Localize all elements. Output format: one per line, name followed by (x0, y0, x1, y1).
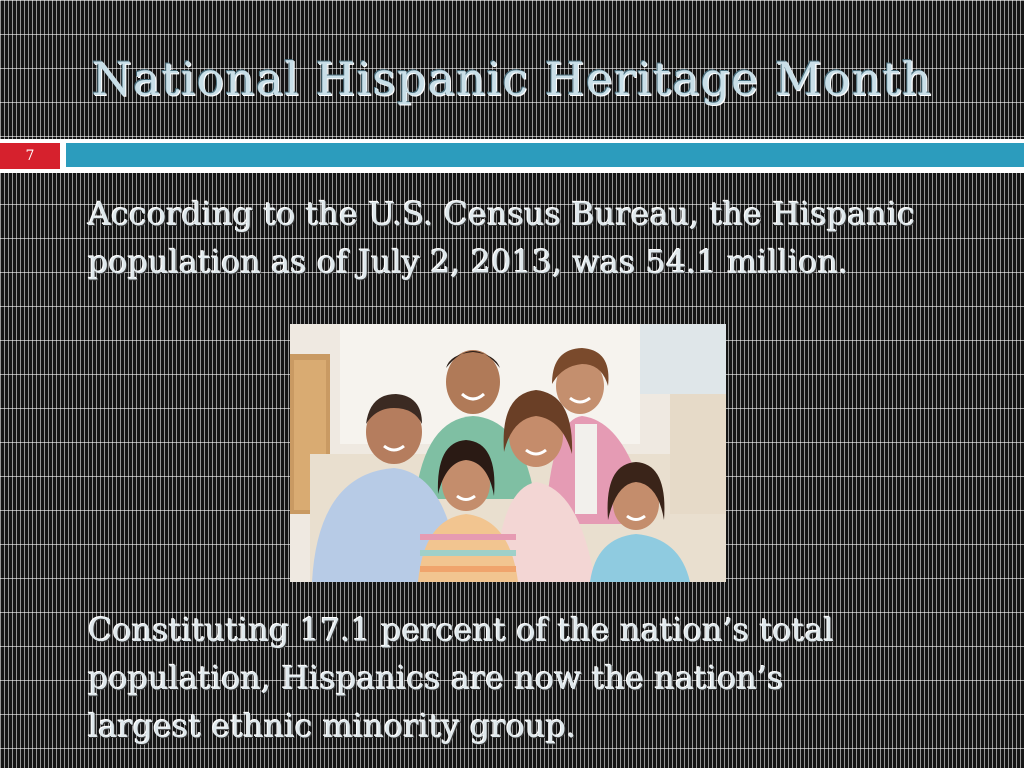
paragraph-percentage: Constituting 17.1 percent of the nation’s total population, Hispanics are now the nation’s largest ethnic minority group. (88, 611, 834, 745)
slide-title: National Hispanic Heritage Month (91, 52, 933, 106)
page-number: 7 (25, 148, 35, 164)
paragraph-population: According to the U.S. Census Bureau, the Hispanic population as of July 2, 2013, was 54.1 million. (88, 195, 916, 281)
accent-bar (66, 143, 1024, 167)
family-photo-illustration (290, 324, 726, 582)
family-photo (290, 324, 726, 582)
